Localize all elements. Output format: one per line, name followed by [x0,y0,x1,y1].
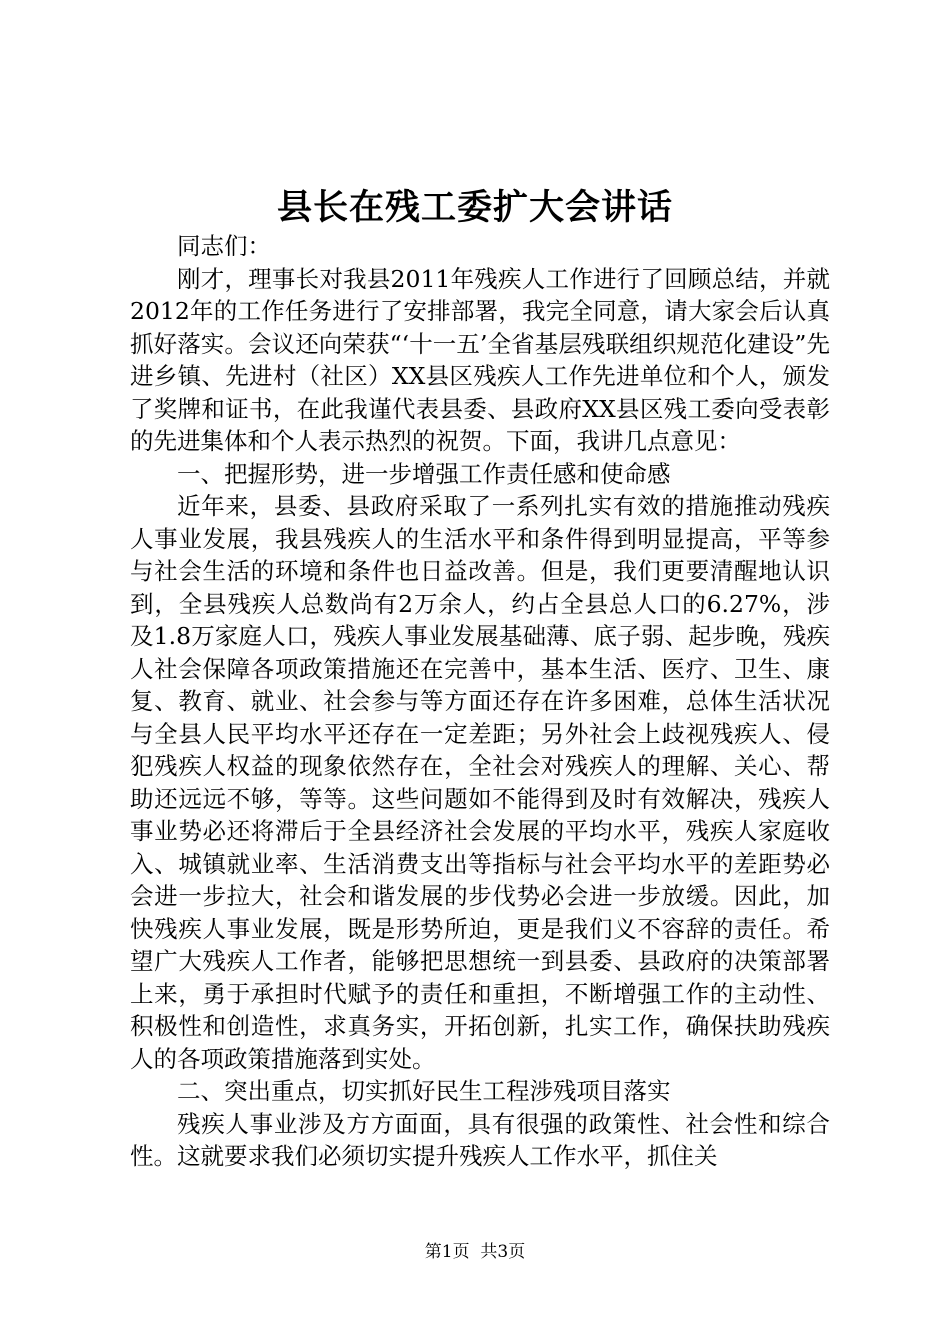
body-paragraph: 近年来，县委、县政府采取了一系列扎实有效的措施推动残疾人事业发展，我县残疾人的生活水平和条件得到明显提高，平等参与社会生活的环境和条件也日益改善。但是，我们更要清醒地认识到，全县残疾人总数尚有2万余人，约占全县总人口的6.27%，涉及1.8万家庭人口，残疾人事业发展基础薄、底子弱、起步晚，残疾人社会保障各项政策措施还在完善中，基本生活、医疗、卫生、康复、教育、就业、社会参与等方面还存在许多困难，总体生活状况与全县人民平均水平还存在一定差距；另外社会上歧视残疾人、侵犯残疾人权益的现象依然存在，全社会对残疾人的理解、关心、帮助还远远不够，等等。这些问题如不能得到及时有效解决，残疾人事业势必还将滞后于全县经济社会发展的平均水平，残疾人家庭收入、城镇就业率、生活消费支出等指标与社会平均水平的差距势必会进一步拉大，社会和谐发展的步伐势必会进一步放缓。因此，加快残疾人事业发展，既是形势所迫，更是我们义不容辞的责任。希望广大残疾人工作者，能够把思想统一到县委、县政府的决策部署上来，勇于承担时代赋予的责任和重担，不断增强工作的主动性、积极性和创造性，求真务实，开拓创新，扎实工作，确保扶助残疾人的各项政策措施落到实处。 [130,492,830,1073]
document-body [130,230,830,1173]
footer-separator [470,1242,481,1262]
salutation-paragraph: 同志们： [177,232,271,260]
page-total: 共3页 [480,1242,526,1262]
page-footer [0,1240,950,1264]
section-heading: 二、突出重点，切实抓好民生工程涉残项目落实 [177,1077,671,1105]
body-paragraph: 残疾人事业涉及方方面面，具有很强的政策性、社会性和综合性。这就要求我们必须切实提升残疾人工作水平，抓住关 [130,1109,830,1170]
body-paragraph: 刚才，理事长对我县2011年残疾人工作进行了回顾总结，并就2012年的工作任务进行了安排部署，我完全同意，请大家会后认真抓好落实。会议还向荣获“‘十一五’全省基层残联组织规范化建设”先进乡镇、先进村（社区）XX县区残疾人工作先进单位和个人，颁发了奖牌和证书，在此我谨代表县委、县政府XX县区残工委向受表彰的先进集体和个人表示热烈的祝贺。下面，我讲几点意见： [130,264,830,455]
document-title: 县长在残工委扩大会讲话 [276,187,673,228]
page-number: 第1页 [424,1242,470,1262]
section-heading: 一、把握形势，进一步增强工作责任感和使命感 [177,459,671,488]
